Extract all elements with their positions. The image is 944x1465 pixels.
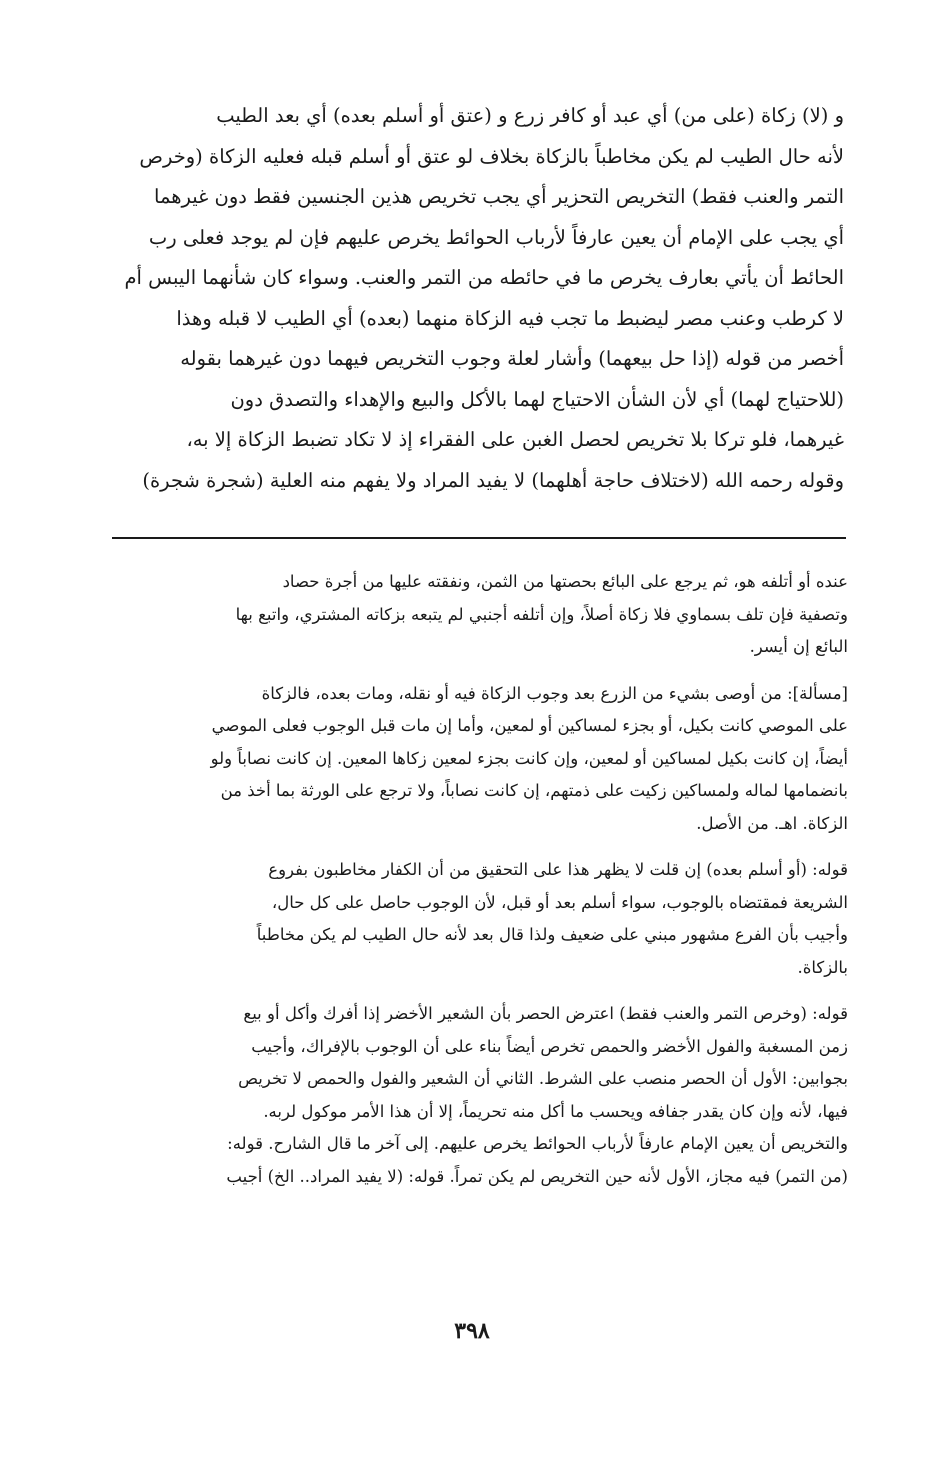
main-text-line: لأنه حال الطيب لم يكن مخاطباً بالزكاة بخلاف لو عتق أو أسلم قبله فعليه الزكاة (وخرص [139,144,844,168]
footnote-line: وأجيب بأن الفرع مشهور مبني على ضعيف ولذا قال بعد لأنه حال الطيب لم يكن مخاطباً [256,925,848,944]
main-text-line: و (لا) زكاة (على من) أي عبد أو كافر زرع و (عتق أو أسلم بعده) أي بعد الطيب [216,104,844,127]
footnote-line: بانضمامها لماله ولمساكين زكيت على ذمتهم، إن كانت نصاباً، ولا ترجع على الورثة بما أخذ من [220,781,848,800]
footnote-separator [112,537,846,539]
main-text-line: وقوله رحمه الله (لاختلاف حاجة أهلهما) لا يفيد المراد ولا يفهم منه العلية (شجرة شجرة) [142,468,844,492]
main-text-line: التمر والعنب فقط) التخريص التحزير أي يجب تخريص هذين الجنسين فقط دون غيرهما [154,185,844,208]
footnote-line: (من التمر) فيه مجاز، الأول لأنه حين التخريص لم يكن تمراً. قوله: (لا يفيد المراد.. الخ) أجيب [226,1166,848,1186]
footnote-paragraph [108,678,848,841]
main-text-line: أخصر من قوله (إذا حل بيعهما) وأشار لعلة وجوب التخريص فيهما دون غيرهما بقوله [180,347,844,370]
footnote-line: قوله: (أو أسلم بعده) إن قلت لا يظهر هذا على التحقيق من أن الكفار مخاطبون بفروع [268,860,848,879]
footnote-paragraph [108,566,848,664]
footnote-line: الزكاة. اهـ. من الأصل. [696,813,848,833]
footnote-line: والتخريص أن يعين الإمام عارفاً لأرباب الحوائط يخرص عليهم. إلى آخر ما قال الشارح. قوله: [227,1134,848,1153]
main-text-line: لا كرطب وعنب مصر ليضبط ما تجب فيه الزكاة منهما (بعده) أي الطيب لا قبله وهذا [176,306,844,330]
footnote-line: أيضاً، إن كانت بكيل لمساكين أو لمعين، وإن كانت بجزء لمعين زكاها المعين. إن كانت نصاباً ولو [210,748,848,768]
main-text-block [108,96,844,501]
footnote-paragraph [108,998,848,1193]
footnote-line: على الموصي كانت بكيل، أو بجزء لمساكين أو لمعين، وأما إن مات قبل الوجوب فعلى الموصي [211,716,848,735]
page-number: ٣٩٨ [454,1318,490,1344]
footnote-line: البائع إن أيسر. [749,637,848,656]
main-text-line: الحائط أن يأتي بعارف يخرص ما في حائطه من التمر والعنب. وسواء كان شأنهما اليبس أم [124,266,844,289]
footnote-line: بالزكاة. [797,957,848,977]
footnote-line: عنده أو أتلفه هو، ثم يرجع على البائع بحصتها من الثمن، ونفقته عليها من أجرة حصاد [282,572,848,591]
main-text-line: (للاحتياج لهما) أي لأن الشأن الاحتياج لهما بالأكل والبيع والإهداء والتصدق دون [230,387,844,411]
footnote-line: الشريعة فمقتضاه بالوجوب، سواء أسلم بعد أو قبل، لأن الوجوب حاصل على كل حال، [271,892,848,912]
footnote-line: قوله: (وخرص التمر والعنب فقط) اعترض الحصر بأن الشعير الأخضر إذا أفرك وأكل أو بيع [243,1004,848,1023]
footnote-line: وتصفية فإن تلف بسماوي فلا زكاة أصلاً، وإن أتلفه أجنبي لم يتبعه بزكاته المشتري، واتبع بها [235,604,848,624]
footnotes-block [108,566,848,1207]
footnote-line: [مسألة]: من أوصى بشيء من الزرع بعد وجوب الزكاة فيه أو نقله، ومات بعده، فالزكاة [261,683,848,703]
footnote-line: فيها، لأنه وإن كان يقدر جفافه ويحسب ما أكل منه تحريماً، إلا أن هذا الأمر موكول لربه. [263,1101,848,1121]
main-text-line: أي يجب على الإمام أن يعين عارفاً لأرباب الحوائط يخرص عليهم فإن لم يوجد فعلى رب [148,225,844,249]
main-text-line: غيرهما، فلو تركا بلا تخريص لحصل الغبن على الفقراء إذ لا تكاد تضبط الزكاة إلا به، [186,428,844,451]
footnote-paragraph [108,854,848,984]
footnote-line: بجوابين: الأول أن الحصر منصب على الشرط. الثاني أن الشعير والفول والحمص لا تخريص [238,1069,848,1088]
footnote-line: زمن المسغبة والفول الأخضر والحمص تخرص أيضاً بناء على أن الوجوب بالإفراك، وأجيب [251,1036,848,1056]
